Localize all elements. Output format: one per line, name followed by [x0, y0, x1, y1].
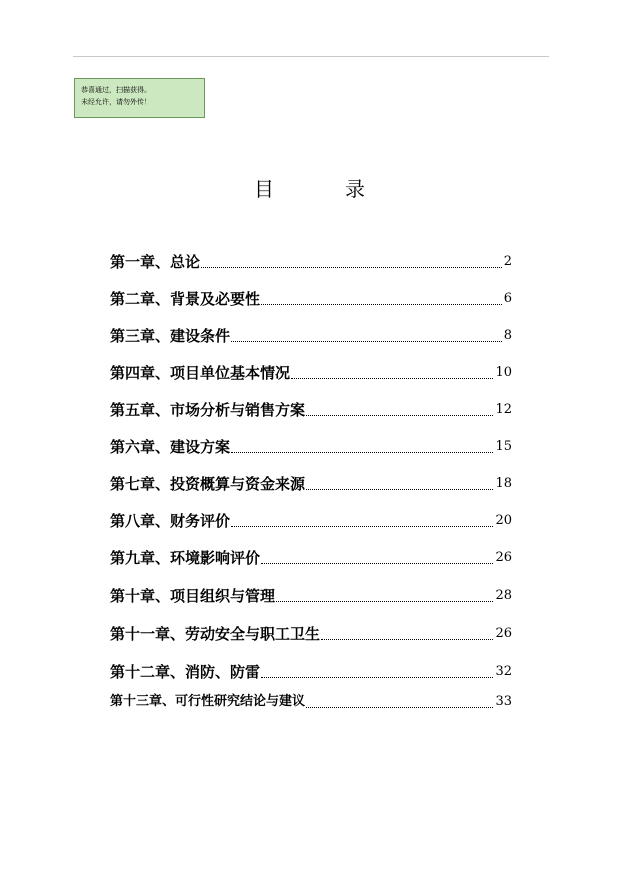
toc-entry-page: 6 [503, 291, 512, 306]
toc-dot-leader [261, 677, 493, 678]
toc-entry-12[interactable] [110, 658, 512, 682]
toc-entry-page: 12 [495, 402, 512, 417]
toc-entry-page: 26 [495, 626, 512, 641]
toc-dot-leader [306, 415, 493, 416]
toc-entry-7[interactable] [110, 470, 512, 494]
notice-line-2: 未经允许，请勿外传！ [81, 98, 151, 106]
toc-dot-leader [261, 563, 493, 564]
notice-stamp [74, 78, 205, 118]
toc-dot-leader [231, 452, 493, 453]
toc-dot-leader [306, 489, 493, 490]
toc-entry-title: 第四章、项目单位基本情况 [110, 364, 291, 382]
toc-entry-title: 第十章、项目组织与管理 [110, 587, 276, 605]
toc-entry-page: 10 [495, 365, 512, 380]
toc-entry-title: 第十三章、可行性研究结论与建议 [110, 694, 306, 709]
toc-dot-leader [201, 267, 502, 268]
toc-dot-leader [231, 341, 502, 342]
toc-entry-page: 2 [503, 254, 512, 269]
toc-entry-title: 第八章、财务评价 [110, 512, 231, 530]
toc-entry-title: 第二章、背景及必要性 [110, 290, 261, 308]
toc-entry-11[interactable] [110, 620, 512, 644]
toc-entry-9[interactable] [110, 544, 512, 568]
toc-entry-page: 28 [495, 588, 512, 603]
toc-entry-page: 20 [495, 513, 512, 528]
toc-entry-page: 15 [495, 439, 512, 454]
toc-entry-page: 26 [495, 550, 512, 565]
toc-entry-10[interactable] [110, 582, 512, 606]
toc-entry-3[interactable] [110, 322, 512, 346]
toc-entry-5[interactable] [110, 396, 512, 420]
toc-entry-page: 8 [503, 328, 512, 343]
toc-entry-title: 第三章、建设条件 [110, 327, 231, 345]
toc-entry-13[interactable] [110, 688, 512, 712]
toc-entry-page: 18 [495, 476, 512, 491]
page-title [0, 176, 621, 202]
toc-entry-title: 第六章、建设方案 [110, 438, 231, 456]
toc-entry-2[interactable] [110, 285, 512, 309]
toc-dot-leader [231, 526, 493, 527]
toc-entry-page: 32 [495, 664, 512, 679]
toc-entry-title: 第一章、总论 [110, 253, 201, 271]
toc-entry-4[interactable] [110, 359, 512, 383]
toc-dot-leader [291, 378, 493, 379]
page-title-char-1: 目 [254, 177, 274, 201]
toc-dot-leader [306, 707, 493, 708]
toc-dot-leader [261, 304, 502, 305]
toc-dot-leader [276, 601, 493, 602]
toc-entry-title: 第七章、投资概算与资金来源 [110, 475, 306, 493]
toc-dot-leader [321, 639, 493, 640]
toc-entry-6[interactable] [110, 433, 512, 457]
page-title-char-2: 录 [345, 177, 365, 201]
toc-entry-title: 第九章、环境影响评价 [110, 549, 261, 567]
notice-line-1: 恭喜通过，扫描获得。 [81, 86, 151, 94]
header-rule [73, 56, 549, 57]
toc-entry-8[interactable] [110, 507, 512, 531]
toc-entry-page: 33 [495, 694, 512, 709]
toc-entry-1[interactable] [110, 248, 512, 272]
toc-entry-title: 第十一章、劳动安全与职工卫生 [110, 625, 321, 643]
toc-entry-title: 第五章、市场分析与销售方案 [110, 401, 306, 419]
toc-entry-title: 第十二章、消防、防雷 [110, 663, 261, 681]
